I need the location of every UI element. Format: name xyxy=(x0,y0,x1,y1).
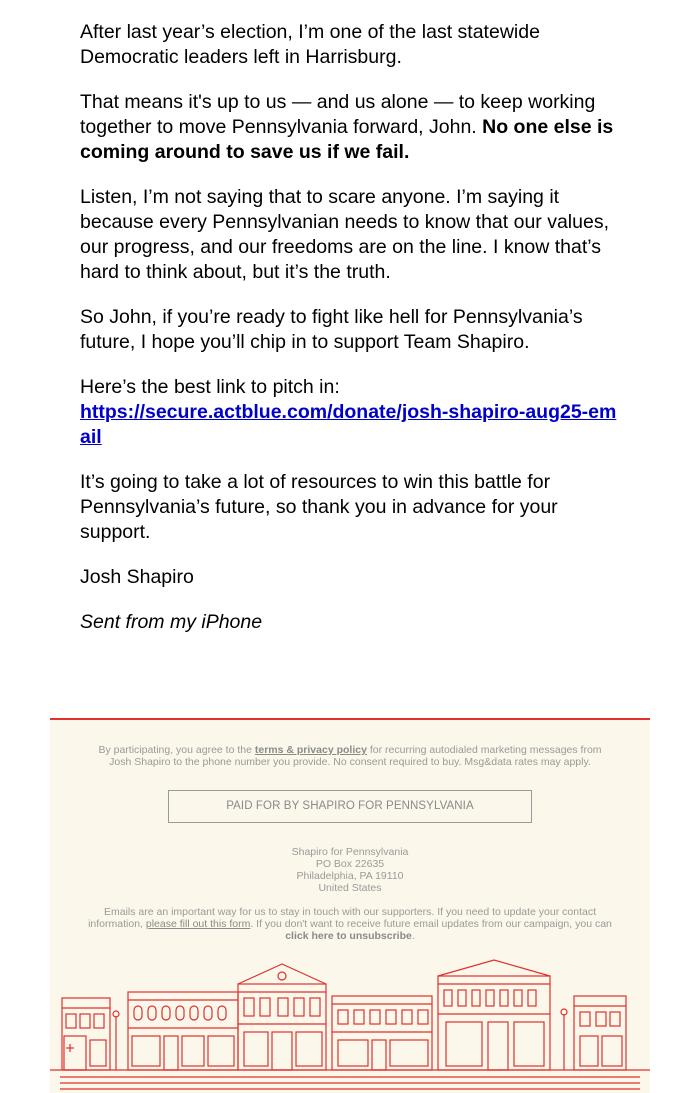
sent-from: Sent from my iPhone xyxy=(80,611,263,633)
update-info-form-link[interactable]: please fill out this form xyxy=(145,918,251,930)
paragraph-2-text: That means it's up to us — and us alone — to keep working together to move Pennsylvania forward, John. xyxy=(80,91,596,138)
legal-text-after: for recurring autodialed marketing messages from Josh Shapiro to the phone number you provide. No consent required to buy. Msg&data rates may apply. xyxy=(109,744,602,768)
paragraph-2 xyxy=(80,90,620,165)
address-line-1: Shapiro for Pennsylvania xyxy=(291,846,409,858)
email-body xyxy=(80,20,620,655)
town-skyline-illustration xyxy=(50,956,650,1093)
paragraph-2-bold: No one else is coming around to save us if we fail. xyxy=(80,116,614,163)
email-footer xyxy=(50,718,650,1093)
paragraph-5 xyxy=(80,375,620,450)
signature: Josh Shapiro xyxy=(80,566,194,588)
paragraph-6: It’s going to take a lot of resources to win this battle for Pennsylvania’s future, so thank you in advance for your support. xyxy=(80,471,558,543)
paid-for-box: PAID FOR BY SHAPIRO FOR PENNSYLVANIA xyxy=(168,790,532,823)
address-line-2: PO Box 22635 xyxy=(315,858,385,870)
address-line-4: United States xyxy=(318,882,382,894)
address-line-3: Philadelphia, PA 19110 xyxy=(296,870,404,882)
unsubscribe-link[interactable]: click here to unsubscribe xyxy=(285,930,412,942)
contact-notice xyxy=(85,906,615,942)
mailing-address xyxy=(200,846,500,894)
contact-text-end: . xyxy=(411,930,415,942)
contact-text-middle: . If you don't want to receive future email updates from our campaign, you can xyxy=(250,918,612,930)
paragraph-3: Listen, I’m not saying that to scare anyone. I’m saying it because every Pennsylvanian needs to know that our values, our progress, and our freedoms are on the line. I know that’s hard to think about, but it’s the truth. xyxy=(80,186,609,283)
paragraph-1: After last year’s election, I’m one of the last statewide Democratic leaders left in Harrisburg. xyxy=(80,21,540,68)
legal-text-before: By participating, you agree to the xyxy=(98,744,255,756)
legal-disclaimer xyxy=(95,744,605,768)
terms-privacy-link[interactable]: terms & privacy policy xyxy=(254,744,367,756)
contact-text-before: Emails are an important way for us to stay in touch with our supporters. If you need to update your contact information, xyxy=(88,906,596,930)
paragraph-4: So John, if you’re ready to fight like hell for Pennsylvania’s future, I hope you’ll chip in to support Team Shapiro. xyxy=(80,306,583,353)
donate-link[interactable]: https://secure.actblue.com/donate/josh-shapiro-aug25-email xyxy=(80,401,617,448)
donate-label: Here’s the best link to pitch in: xyxy=(80,376,340,398)
